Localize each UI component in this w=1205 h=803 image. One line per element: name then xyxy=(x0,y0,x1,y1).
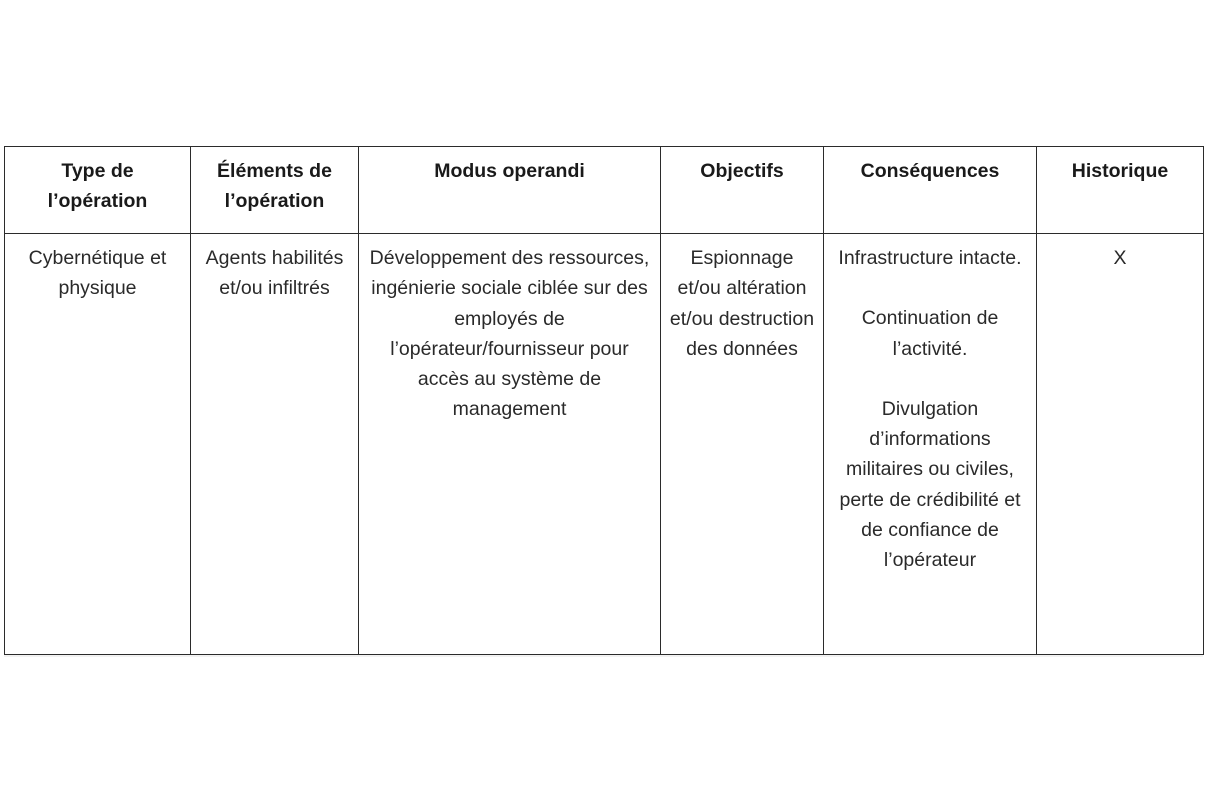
table-container xyxy=(4,146,1203,657)
consequence-item: Infrastructure intacte. xyxy=(838,247,1022,269)
header-objectifs: Objectifs xyxy=(661,147,824,234)
table-header-row xyxy=(5,147,1204,234)
header-elements: Éléments de l’opération xyxy=(191,147,359,234)
header-consequences: Conséquences xyxy=(824,147,1037,234)
header-modus: Modus operandi xyxy=(359,147,661,234)
cell-historique: X xyxy=(1037,234,1204,655)
consequence-item: Divulgation d’informations militaires ou civiles, perte de crédibilité et de confiance de l’opérateur xyxy=(839,397,1021,572)
cell-consequences xyxy=(824,234,1037,655)
consequence-item: Continuation de l’activité. xyxy=(861,307,999,360)
header-type: Type de l’opération xyxy=(5,147,191,234)
cell-modus: Développement des ressources, ingénierie sociale ciblée sur des employés de l’opérateur/fournisseur pour accès au système de management xyxy=(359,234,661,655)
header-historique: Historique xyxy=(1037,147,1204,234)
cell-objectifs: Espionnage et/ou altération et/ou destruction des données xyxy=(661,234,824,655)
cell-type: Cybernétique et physique xyxy=(5,234,191,655)
operations-table xyxy=(4,146,1204,655)
cell-elements: Agents habilités et/ou infiltrés xyxy=(191,234,359,655)
table-row xyxy=(5,234,1204,655)
